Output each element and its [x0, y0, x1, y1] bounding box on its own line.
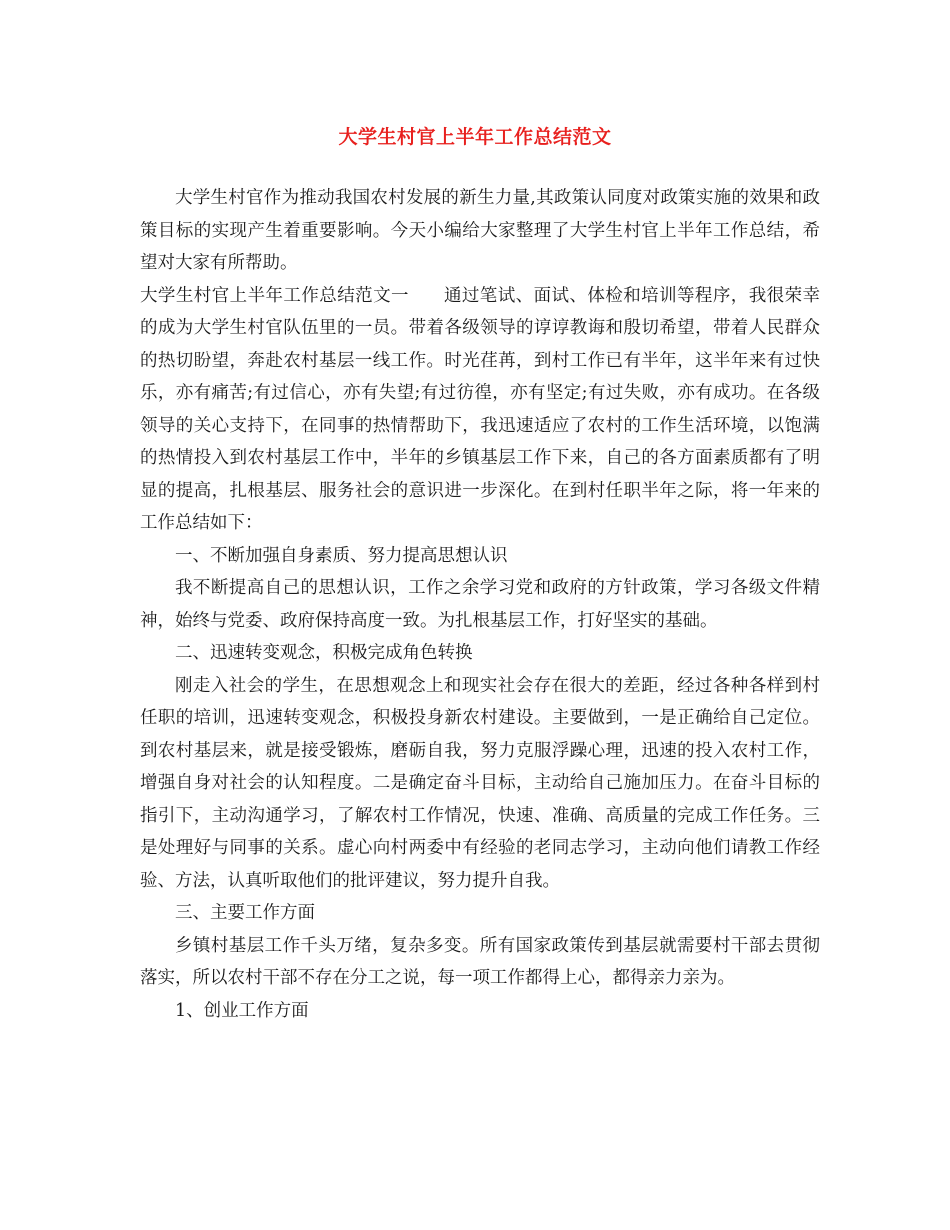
- subtitle-paragraph: [140, 280, 820, 540]
- paragraph-1: 通过笔试、面试、体检和培训等程序，我很荣幸的成为大学生村官队伍里的一员。带着各级领导的谆谆教诲和殷切希望，带着人民群众的热切盼望，奔赴农村基层一线工作。时光荏苒，到村工作已有半年，这半年来有过快乐，亦有痛苦;有过信心，亦有失望;有过彷徨，亦有坚定;有过失败，亦有成功。在各级领导的关心支持下，在同事的热情帮助下，我迅速适应了农村的工作生活环境，以饱满的热情投入到农村基层工作中，半年的乡镇基层工作下来，自己的各方面素质都有了明显的提高，扎根基层、服务社会的意识进一步深化。在到村任职半年之际，将一年来的工作总结如下：: [140, 285, 821, 533]
- paragraph-4: 乡镇村基层工作千头万绪，复杂多变。所有国家政策传到基层就需要村干部去贯彻落实，所以农村干部不存在分工之说，每一项工作都得上心，都得亲力亲为。: [140, 935, 820, 988]
- intro-paragraph: 大学生村官作为推动我国农村发展的新生力量,其政策认同度对政策实施的效果和政策目标的实现产生着重要影响。今天小编给大家整理了大学生村官上半年工作总结，希望对大家有所帮助。: [140, 188, 820, 273]
- section-heading-1: 一、不断加强自身素质、努力提高思想认识: [175, 545, 508, 566]
- document-title: 大学生村官上半年工作总结范文: [338, 126, 612, 148]
- paragraph-2: 我不断提高自己的思想认识，工作之余学习党和政府的方针政策，学习各级文件精神，始终与党委、政府保持高度一致。为扎根基层工作，打好坚实的基础。: [140, 578, 820, 631]
- section-heading-2: 二、迅速转变观念，积极完成角色转换: [175, 643, 473, 663]
- document-subtitle: 大学生村官上半年工作总结范文一: [140, 285, 409, 306]
- section-heading-3: 三、主要工作方面: [175, 903, 315, 923]
- section-heading-4: 1、创业工作方面: [175, 1000, 309, 1021]
- paragraph-3: 刚走入社会的学生，在思想观念上和现实社会存在很大的差距，经过各种各样到村任职的培训，迅速转变观念，积极投身新农村建设。主要做到，一是正确给自己定位。到农村基层来，就是接受锻炼，磨砺自我，努力克服浮躁心理，迅速的投入农村工作，增强自身对社会的认知程度。二是确定奋斗目标，主动给自己施加压力。在奋斗目标的指引下，主动沟通学习，了解农村工作情况，快速、准确、高质量的完成工作任务。三是处理好与同事的关系。虚心向村两委中有经验的老同志学习，主动向他们请教工作经验、方法，认真听取他们的批评建议，努力提升自我。: [140, 675, 820, 891]
- document-body: [140, 182, 820, 1027]
